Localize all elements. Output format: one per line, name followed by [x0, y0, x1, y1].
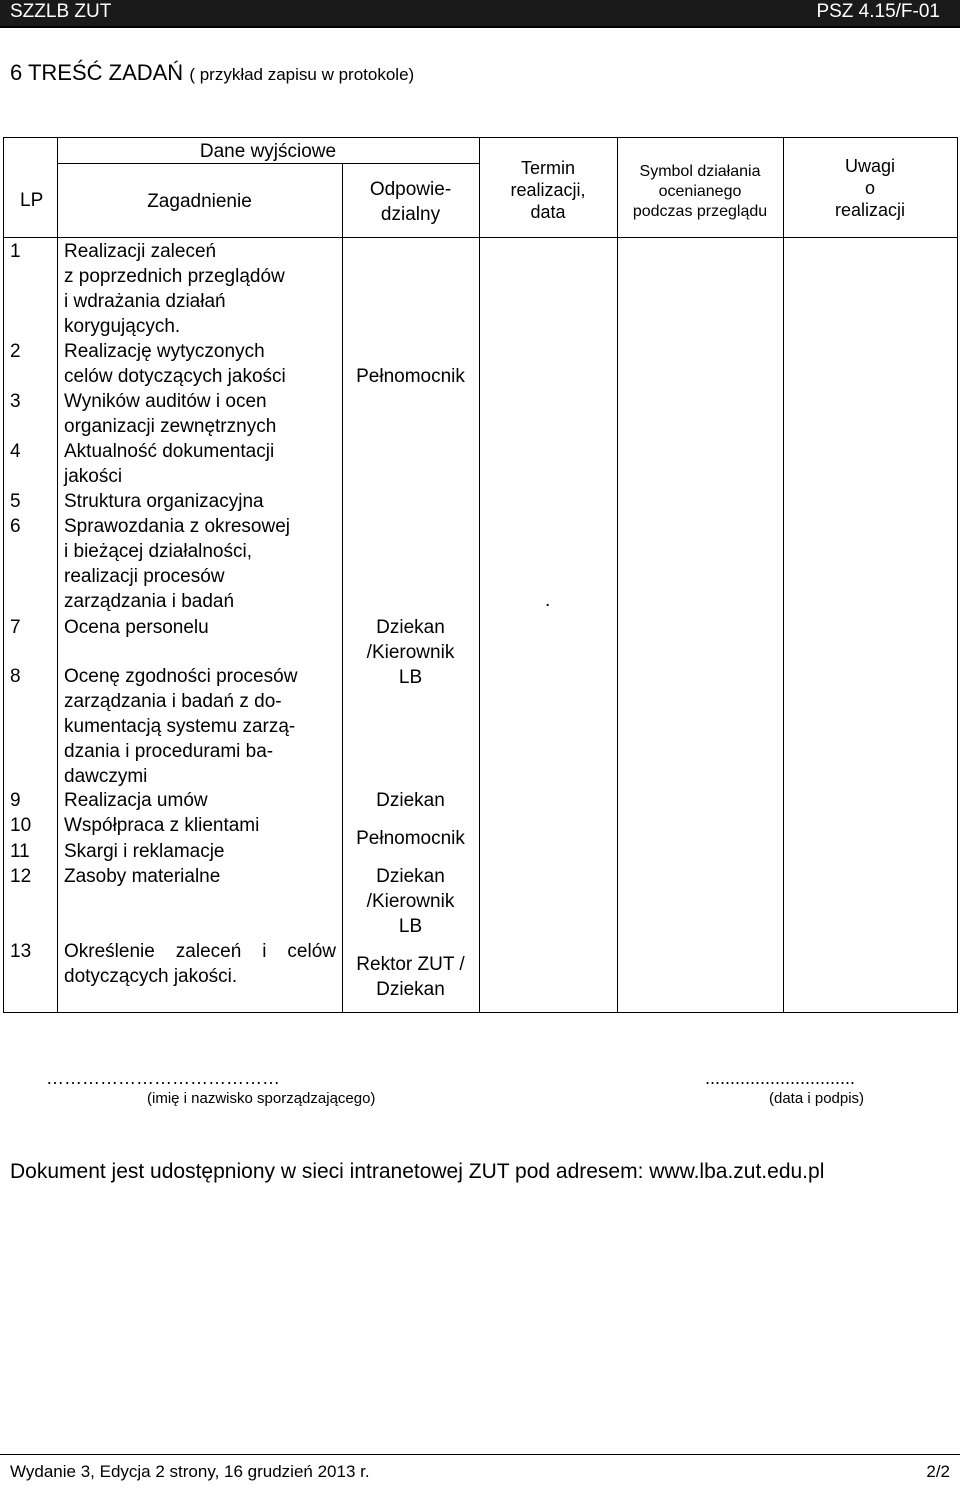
header-symbol-line: ocenianego: [658, 183, 742, 200]
signature-name-caption: (imię i nazwisko sporządzającego): [147, 1090, 376, 1107]
responsible-group-3: Pełnomocnik: [356, 828, 465, 849]
header-lp: LP: [20, 190, 44, 211]
row-topic-line: Skargi i reklamacje: [64, 841, 225, 862]
responsible-line: Dziekan: [376, 979, 445, 1000]
header-dane-wyjsciowe: Dane wyjściowe: [199, 141, 337, 162]
row-topic: [64, 615, 209, 640]
row-topic-line: i bieżącej działalności,: [64, 541, 252, 562]
responsible-line: LB: [398, 916, 423, 937]
header-symbol-line: podczas przeglądu: [632, 203, 768, 220]
responsible-line: Dziekan: [376, 866, 445, 887]
row-topic: [64, 514, 290, 614]
page-header: [0, 0, 960, 26]
signature-name-dots: …………………………………: [46, 1068, 280, 1088]
row-topic-line: celów dotyczących jakości: [64, 366, 286, 387]
row-lp: 12: [10, 866, 32, 887]
header-zagadnienie: Zagadnienie: [147, 191, 252, 212]
footer-edition: Wydanie 3, Edycja 2 strony, 16 grudzień 2013 r.: [10, 1462, 370, 1481]
header-odpowiedzialny: [342, 177, 479, 227]
header-termin-line: Termin: [520, 158, 575, 178]
responsible-line: LB: [398, 667, 423, 688]
row-lp: 9: [10, 790, 21, 811]
row-topic-line: i wdrażania działań: [64, 291, 226, 312]
header-right: PSZ 4.15/F-01: [816, 1, 940, 22]
responsible-row-12: [342, 864, 479, 939]
row-topic-line: Realizacji zaleceń: [64, 241, 217, 262]
row-topic-line: Zasoby materialne: [64, 866, 221, 887]
row-lp: 3: [10, 391, 21, 412]
header-termin-line: realizacji,: [510, 180, 586, 200]
responsible-line: /Kierownik: [366, 891, 455, 912]
row-topic: [64, 839, 225, 864]
row-lp: 8: [10, 666, 21, 687]
row-lp: 7: [10, 617, 21, 638]
row-topic-line: dawczymi: [64, 766, 148, 787]
row-topic: [64, 813, 259, 838]
row-topic-line: realizacji procesów: [64, 566, 225, 587]
row-topic: [64, 939, 336, 989]
header-rule: [0, 26, 960, 28]
row-topic-line: Ocenę zgodności procesów: [64, 666, 298, 687]
footer-page-number: 2/2: [926, 1462, 950, 1481]
row-topic-line: korygujących.: [64, 316, 181, 337]
section-title: [10, 60, 414, 86]
row-topic: [64, 339, 286, 389]
row-lp: 5: [10, 491, 21, 512]
header-termin: [479, 157, 617, 223]
termin-mark: .: [545, 590, 551, 611]
header-symbol: [617, 162, 783, 222]
row-topic-line: Realizacja umów: [64, 790, 208, 811]
row-lp: 10: [10, 815, 32, 836]
row-topic-line: Współpraca z klientami: [64, 815, 260, 836]
header-left: SZZLB ZUT: [10, 1, 112, 22]
row-topic-line: kumentacją systemu zarzą-: [64, 716, 296, 737]
row-topic-line: Określenie zaleceń i celów: [64, 941, 336, 962]
header-odpowiedzialny-line: dzialny: [380, 204, 441, 225]
responsible-group-1: Pełnomocnik: [356, 366, 465, 387]
header-uwagi: [783, 155, 957, 221]
footer-rule: [0, 1454, 960, 1455]
header-odpowiedzialny-line: Odpowie-: [369, 179, 452, 200]
signature-date-dots: ..............................: [705, 1068, 856, 1088]
row-topic-line: z poprzednich przeglądów: [64, 266, 285, 287]
row-lp: 4: [10, 441, 21, 462]
intranet-note: Dokument jest udostępniony w sieci intranetowej ZUT pod adresem: www.lba.zut.edu.pl: [10, 1160, 825, 1183]
row-topic-line: Sprawozdania z okresowej: [64, 516, 291, 537]
row-topic-line: dzania i procedurami ba-: [64, 741, 274, 762]
row-topic: [64, 239, 285, 339]
row-lp: 11: [10, 841, 30, 862]
row-lp: 13: [10, 941, 32, 962]
responsible-line: Rektor ZUT /: [356, 954, 465, 975]
row-lp: 6: [10, 516, 21, 537]
responsible-line: /Kierownik: [366, 642, 455, 663]
header-symbol-line: Symbol działania: [639, 163, 761, 180]
row-topic-line: Wyników auditów i ocen: [64, 391, 267, 412]
row-topic: [64, 788, 208, 813]
section-title-sub: ( przykład zapisu w protokole): [189, 65, 415, 84]
row-topic: [64, 664, 297, 789]
responsible-line: Dziekan: [376, 617, 445, 638]
row-topic-line: dotyczących jakości.: [64, 966, 238, 987]
row-topic: [64, 489, 264, 514]
header-uwagi-line: realizacji: [834, 200, 906, 220]
row-topic-line: organizacji zewnętrznych: [64, 416, 277, 437]
row-lp: 2: [10, 341, 21, 362]
row-topic-line: jakości: [64, 466, 123, 487]
responsible-row-13: [342, 952, 479, 1002]
header-termin-line: data: [530, 202, 566, 222]
row-topic: [64, 439, 274, 489]
signature-date-caption: (data i podpis): [769, 1090, 865, 1107]
row-topic-line: Aktualność dokumentacji: [64, 441, 275, 462]
row-lp: 1: [10, 241, 21, 262]
row-topic-line: zarządzania i badań z do-: [64, 691, 282, 712]
header-uwagi-line: o: [864, 178, 875, 198]
row-topic: [64, 389, 276, 439]
row-topic-line: Struktura organizacyjna: [64, 491, 264, 512]
responsible-row-9: Dziekan: [376, 790, 445, 811]
header-uwagi-line: Uwagi: [844, 156, 896, 176]
row-topic-line: zarządzania i badań: [64, 591, 235, 612]
row-topic-line: Ocena personelu: [64, 617, 209, 638]
row-topic-line: Realizację wytyczonych: [64, 341, 265, 362]
section-title-main: 6 TREŚĆ ZADAŃ: [10, 60, 184, 85]
responsible-group-2: [342, 615, 479, 690]
row-topic: [64, 864, 220, 889]
